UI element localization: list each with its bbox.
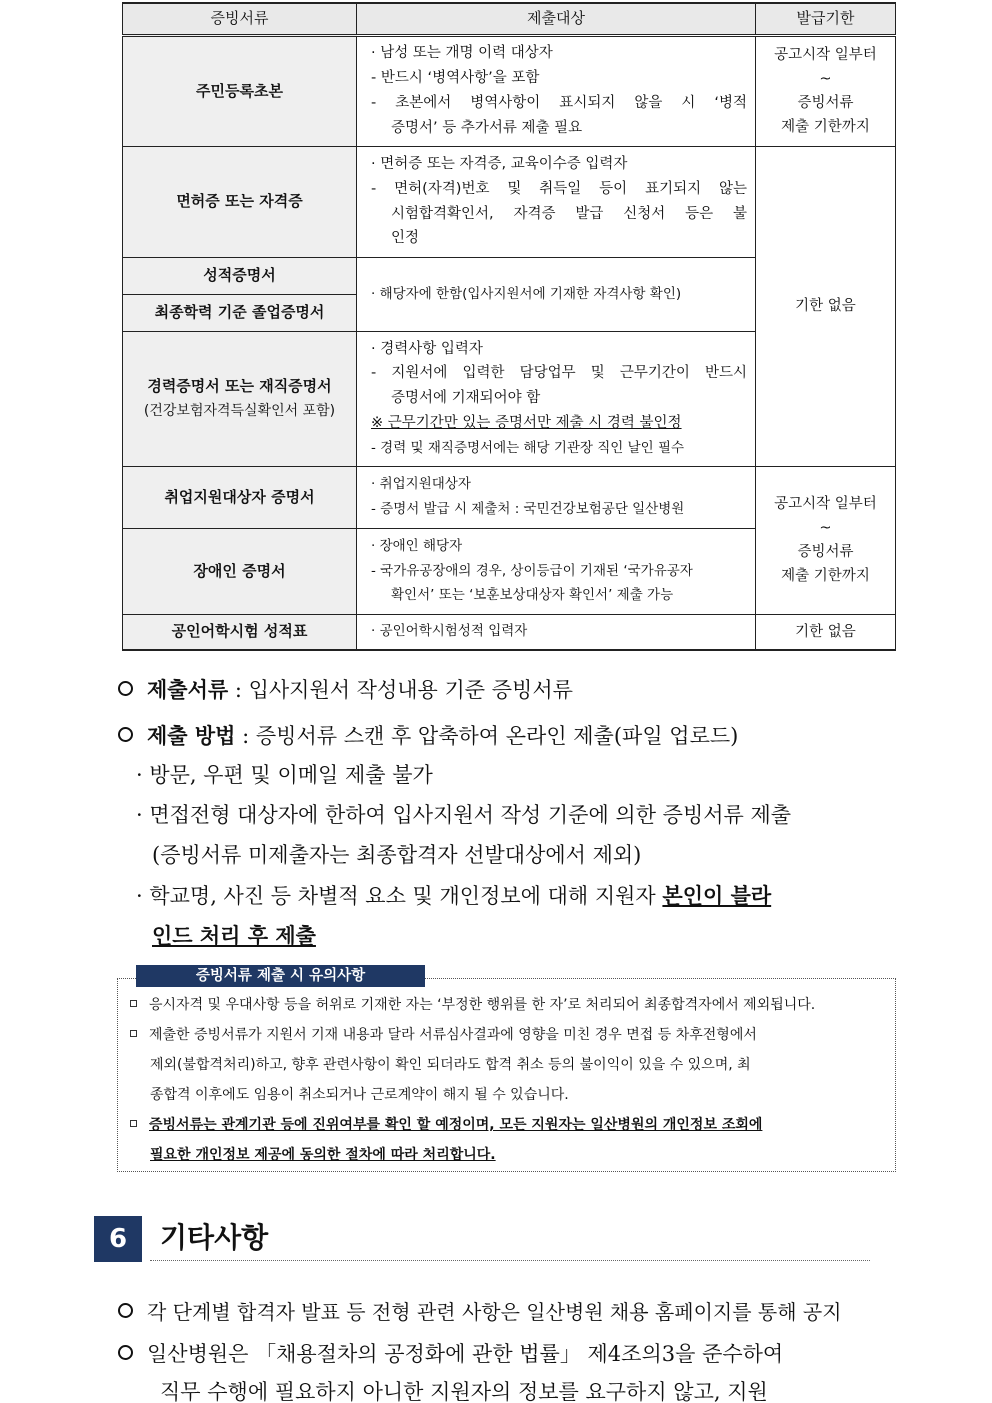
- section-title: 기타사항: [160, 1221, 269, 1254]
- cell-line: 증명서’ 등 추가서류 제출 필요: [391, 119, 583, 136]
- target-cell: [357, 466, 756, 528]
- cell-line: 제출 기한까지: [781, 568, 870, 584]
- header-deadline: 발급기한: [756, 3, 896, 35]
- target-cell: [357, 35, 756, 146]
- submission-item-emphasis: 본인이 블라: [662, 883, 772, 908]
- square-bullet-icon: [130, 1000, 137, 1007]
- cell-line: 공고시작 일부터: [774, 496, 877, 512]
- submission-item: [136, 880, 771, 910]
- section-divider: [150, 1260, 870, 1261]
- target-cell: [357, 257, 756, 331]
- notice-text: 제출한 증빙서류가 지원서 기재 내용과 달라 서류심사결과에 영향을 미친 경우 면접 등 차후전형에서: [149, 1027, 757, 1043]
- notice-text: 제외(불합격처리)하고, 향후 관련사항이 확인 되더라도 합격 취소 등의 불이익이 있을 수 있으며, 최: [150, 1057, 751, 1073]
- cell-line: · 남성 또는 개명 이력 대상자: [371, 45, 553, 62]
- cell-line: - 반드시 ‘병역사항’을 포함: [371, 70, 540, 87]
- submission-item-cont: (증빙서류 미제출자는 최종합격자 선발대상에서 제외): [152, 843, 642, 867]
- cell-line: - 증명서 발급 시 제출처 : 국민건강보험공단 일산병원: [371, 501, 685, 517]
- header-target: 제출대상: [357, 3, 756, 35]
- circle-bullet-icon: [118, 727, 133, 742]
- table-row: [123, 466, 896, 528]
- doc-cell: 면허증 또는 자격증: [123, 146, 357, 257]
- cell-line: - 국가유공장애의 경우, 상이등급이 기재된 ‘국가유공자: [371, 562, 693, 579]
- circle-bullet-icon: [118, 1303, 133, 1318]
- square-bullet-icon: [130, 1030, 137, 1037]
- evidence-documents-table: [122, 2, 896, 651]
- notice-item: [130, 1114, 762, 1134]
- cell-line: · 해당자에 한함(입사지원서에 기재한 자격사항 확인): [371, 285, 682, 302]
- cell-line: 시험합격확인서, 자격증 발급 신청서 등은 불: [391, 205, 747, 222]
- doc-cell: 취업지원대상자 증명서: [123, 466, 357, 528]
- cell-line: 증명서에 기재되어야 함: [391, 390, 541, 407]
- square-bullet-icon: [130, 1120, 137, 1127]
- table-row: [123, 614, 896, 650]
- cell-line: · 취업지원대상자: [371, 476, 471, 493]
- doc-cell: 장애인 증명서: [123, 528, 357, 614]
- cell-line: ※ 근무기간만 있는 증명서만 제출 시 경력 불인정: [371, 414, 682, 431]
- cell-line: 확인서’ 또는 ‘보훈보상대상자 확인서’ 제출 가능: [391, 587, 674, 604]
- section6-text: 각 단계별 합격자 발표 등 전형 관련 사항은 일산병원 채용 홈페이지를 통해 공지: [147, 1300, 842, 1324]
- section6-item: [118, 1296, 842, 1325]
- doc-title: 경력증명서 또는 재직증명서: [147, 376, 332, 395]
- notice-text: 증빙서류는 관계기관 등에 진위여부를 확인 할 예정이며, 모든 지원자는 일산병원의 개인정보 조회에: [149, 1117, 763, 1133]
- target-cell: [357, 614, 756, 650]
- table-row: [123, 146, 896, 257]
- target-cell: [357, 331, 756, 466]
- cell-line: 증빙서류: [797, 544, 854, 560]
- submission-method-line: [118, 720, 738, 750]
- deadline-cell: 기한 없음: [756, 614, 896, 650]
- cell-line: · 면허증 또는 자격증, 교육이수증 입력자: [371, 155, 628, 172]
- notice-title: 증빙서류 제출 시 유의사항: [136, 965, 425, 987]
- circle-bullet-icon: [118, 681, 133, 696]
- cell-line: · 장애인 해당자: [371, 537, 463, 554]
- doc-cell: 공인어학시험 성적표: [123, 614, 357, 650]
- doc-cell: 주민등록초본: [123, 35, 357, 146]
- deadline-cell: [756, 466, 896, 614]
- deadline-cell: [756, 35, 896, 146]
- cell-line: 증빙서류: [797, 95, 854, 111]
- cell-line: - 면허(자격)번호 및 취득일 등이 표기되지 않는: [371, 180, 747, 197]
- section-number: 6: [94, 1216, 142, 1262]
- notice-text: [150, 1144, 496, 1164]
- cell-line: · 경력사항 입력자: [371, 340, 483, 357]
- doc-cell: 최종학력 기준 졸업증명서: [123, 294, 357, 331]
- submission-item: · 면접전형 대상자에 한하여 입사지원서 작성 기준에 의한 증빙서류 제출: [136, 803, 792, 827]
- cell-line: - 지원서에 입력한 담당업무 및 근무기간이 반드시: [371, 365, 747, 382]
- submission-item-text: · 학교명, 사진 등 차별적 요소 및 개인정보에 대해 지원자: [136, 884, 663, 908]
- submission-method-text: : 증빙서류 스캔 후 압축하여 온라인 제출(파일 업로드): [235, 724, 739, 748]
- header-document: 증빙서류: [123, 3, 357, 35]
- notice-text-emphasis: 필요한 개인정보 제공에 동의한 절차에 따라 처리합니다.: [150, 1147, 496, 1163]
- section6-item: [118, 1338, 783, 1368]
- notice-text: 응시자격 및 우대사항 등을 허위로 기재한 자는 ‘부정한 행위를 한 자’로 처리되어 최종합격자에서 제외됩니다.: [149, 997, 816, 1013]
- table-header-row: [123, 3, 896, 35]
- cell-line: 공고시작 일부터: [774, 47, 877, 63]
- cell-line: - 경력 및 재직증명서에는 해당 기관장 직인 날인 필수: [371, 439, 685, 456]
- notice-item: [130, 1024, 757, 1044]
- notice-text: 종합격 이후에도 임용이 취소되거나 근로계약이 해지 될 수 있습니다.: [150, 1087, 569, 1103]
- table-row: [123, 35, 896, 146]
- submission-docs-label: 제출서류: [147, 677, 229, 702]
- submission-item-emphasis: 인드 처리 후 제출: [152, 923, 316, 948]
- deadline-cell: 기한 없음: [756, 146, 896, 466]
- section6-text-cont: 직무 수행에 필요하지 아니한 지원자의 정보를 요구하지 않고, 지원: [160, 1380, 768, 1403]
- submission-method-label: 제출 방법: [147, 723, 236, 748]
- cell-line: · 공인어학시험성적 입력자: [371, 623, 528, 640]
- cell-line: ~: [819, 520, 832, 536]
- doc-cell: [123, 331, 357, 466]
- target-cell: [357, 528, 756, 614]
- circle-bullet-icon: [118, 1345, 133, 1360]
- submission-docs-line: [118, 674, 573, 704]
- submission-docs-text: : 입사지원서 작성내용 기준 증빙서류: [228, 678, 573, 702]
- cell-line: 제출 기한까지: [781, 119, 870, 135]
- cell-line: - 초본에서 병역사항이 표시되지 않을 시 ‘병적: [371, 95, 747, 111]
- doc-subtitle: (건강보험자격득실확인서 포함): [143, 402, 336, 419]
- target-cell: [357, 146, 756, 257]
- cell-line: 인정: [391, 230, 420, 247]
- doc-cell: 성적증명서: [123, 257, 357, 294]
- notice-item: [130, 994, 815, 1014]
- submission-item-cont: [152, 920, 316, 950]
- cell-line: ~: [819, 71, 832, 87]
- submission-item: · 방문, 우편 및 이메일 제출 불가: [136, 763, 433, 787]
- section6-text: 일산병원은 「채용절차의 공정화에 관한 법률」 제4조의3을 준수하여: [147, 1342, 784, 1366]
